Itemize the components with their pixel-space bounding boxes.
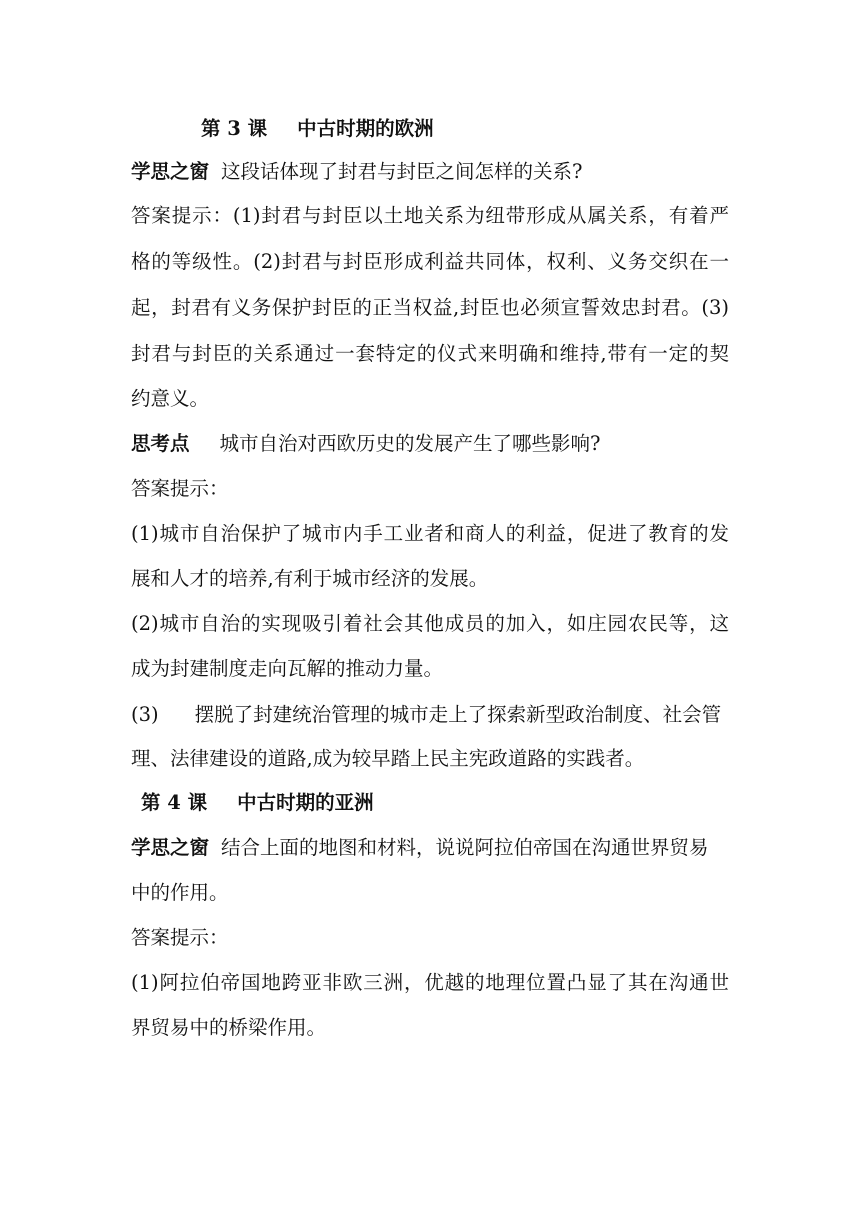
answer-line: (2)城市自治的实现吸引着社会其他成员的加入，如庄园农民等，这 <box>131 612 729 635</box>
item-text: 摆脱了封建统治管理的城市走上了探索新型政治制度、社会管 <box>194 703 722 726</box>
answer-line: 答案提示：(1)封君与封臣以土地关系为纽带形成从属关系，有着严 <box>131 204 729 227</box>
question-text: 城市自治对西欧历史的发展产生了哪些影响? <box>219 432 601 455</box>
lesson-4-question-1 <box>131 836 709 860</box>
item-number: (3) <box>131 703 159 726</box>
question-text: 这段话体现了封君与封臣之间怎样的关系? <box>221 160 583 183</box>
question-label: 学思之窗 <box>131 836 210 859</box>
lesson-3-question-1 <box>131 160 582 184</box>
answer-line: 理、法律建设的道路,成为较早踏上民主宪政道路的实践者。 <box>131 747 645 770</box>
answer-line: 成为封建制度走向瓦解的推动力量。 <box>131 657 444 680</box>
lesson-4-title: 第 4 课 <box>141 791 208 814</box>
answer-line: 起，封君有义务保护封臣的正当权益,封臣也必须宣誓效忠封君。(3) <box>131 296 729 319</box>
lesson-4-heading <box>141 791 374 815</box>
answer-line: 展和人才的培养,有利于城市经济的发展。 <box>131 567 489 590</box>
answer-line: (1)阿拉伯帝国地跨亚非欧三洲，优越的地理位置凸显了其在沟通世 <box>131 971 729 994</box>
question-label: 思考点 <box>131 432 190 455</box>
answer-line: 封君与封臣的关系通过一套特定的仪式来明确和维持,带有一定的契 <box>131 342 729 365</box>
question-label: 学思之窗 <box>131 160 210 183</box>
answer-intro: 答案提示： <box>131 477 229 500</box>
answer-line: 格的等级性。(2)封君与封臣形成利益共同体，权利、义务交织在一 <box>131 250 729 273</box>
answer-intro: 答案提示： <box>131 926 229 949</box>
lesson-4-subtitle: 中古时期的亚洲 <box>237 791 374 814</box>
lesson-3-subtitle: 中古时期的欧洲 <box>297 117 434 140</box>
answer-line: 界贸易中的桥梁作用。 <box>131 1016 327 1039</box>
question-text-continued: 中的作用。 <box>131 881 229 904</box>
lesson-3-question-2 <box>131 432 600 456</box>
lesson-3-title: 第 3 课 <box>201 117 268 140</box>
lesson-3-heading <box>201 117 434 141</box>
answer-item-3 <box>131 703 729 727</box>
answer-line: 约意义。 <box>131 387 210 410</box>
answer-line: (1)城市自治保护了城市内手工业者和商人的利益，促进了教育的发 <box>131 522 729 545</box>
question-text: 结合上面的地图和材料，说说阿拉伯帝国在沟通世界贸易 <box>221 836 709 859</box>
